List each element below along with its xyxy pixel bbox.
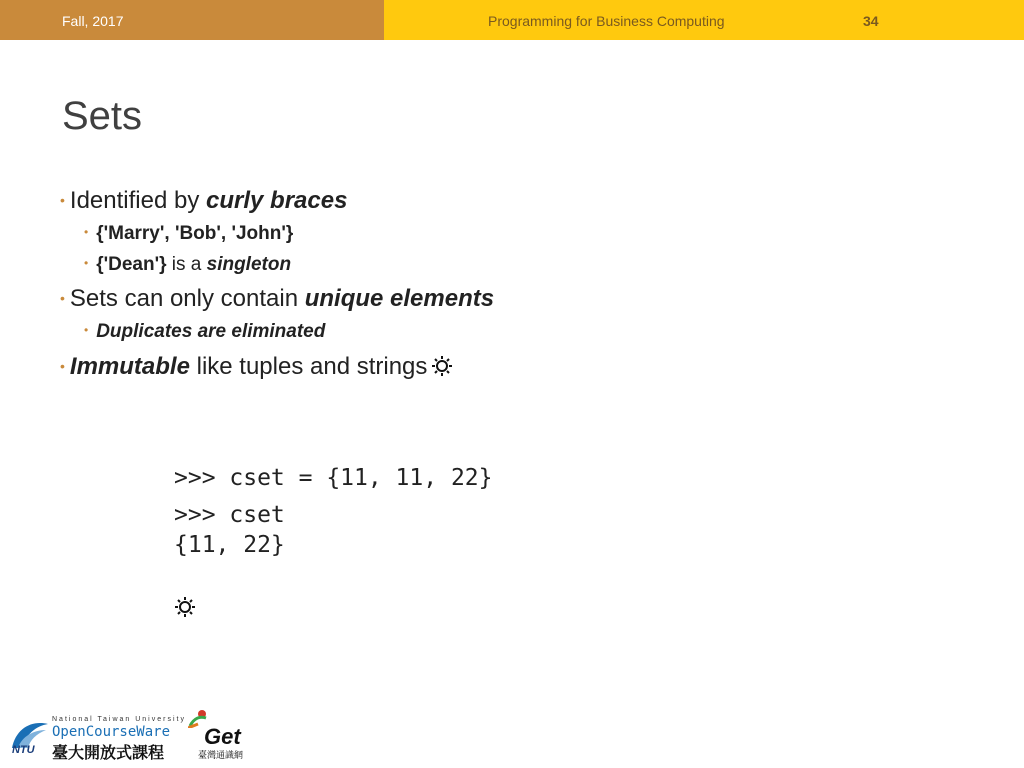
- ocw-name: OpenCourseWare: [52, 724, 171, 740]
- header-course-title: Programming for Business Computing: [488, 13, 725, 29]
- bullet-curly-braces: • Identified by curly braces: [60, 186, 347, 217]
- get-name: Get: [204, 724, 241, 749]
- ntu-mark: NTU: [12, 744, 35, 756]
- bullet-dot: •: [84, 323, 89, 337]
- code-line-2: >>> cset: [174, 502, 285, 528]
- bullet-dot: •: [60, 357, 65, 374]
- bullet-dot: •: [60, 191, 65, 208]
- header-page-number: 34: [863, 13, 879, 29]
- header-term: Fall, 2017: [62, 13, 124, 29]
- bullet-dot: •: [84, 225, 89, 239]
- bullet-dot: •: [60, 289, 65, 306]
- ocw-cjk-name: 臺大開放式課程: [52, 745, 165, 762]
- get-cjk-name: 臺灣通識網: [198, 750, 244, 760]
- sun-icon: [431, 355, 453, 385]
- sun-icon: [174, 596, 196, 623]
- header-left-band: [0, 0, 384, 40]
- code-line-3: {11, 22}: [174, 532, 285, 558]
- code-line-1: >>> cset = {11, 11, 22}: [174, 465, 493, 491]
- sub-bullet-duplicates: • Duplicates are eliminated: [84, 320, 325, 344]
- bullet-unique-elements: • Sets can only contain unique elements: [60, 284, 494, 315]
- slide-title: Sets: [62, 94, 143, 138]
- ocw-university-name: National Taiwan University: [52, 716, 186, 723]
- bullet-immutable: • Immutable like tuples and strings: [60, 352, 453, 383]
- bullet-dot: •: [84, 256, 89, 270]
- sub-bullet-singleton: • {'Dean'} is a singleton: [84, 253, 291, 277]
- sub-bullet-set-example: • {'Marry', 'Bob', 'John'}: [84, 222, 293, 246]
